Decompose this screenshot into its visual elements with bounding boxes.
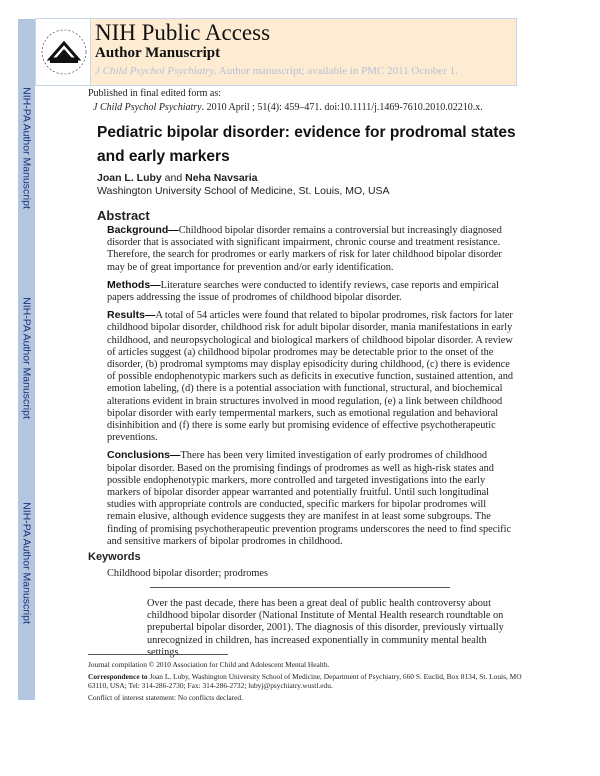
sidebar-label: NIH-PA Author Manuscript [20, 87, 33, 209]
affiliation: Washington University School of Medicine, St. Louis, MO, USA [97, 185, 390, 197]
abstract-body [107, 224, 515, 553]
section-label: Methods— [107, 278, 161, 291]
keywords-heading: Keywords [88, 551, 141, 563]
section-label: Conclusions— [107, 449, 181, 462]
sidebar-label: NIH-PA Author Manuscript [20, 502, 33, 624]
authors [97, 172, 390, 198]
section-label: Results— [107, 309, 156, 322]
sidebar-strip [18, 19, 35, 700]
author: Neha Navsaria [185, 172, 258, 184]
footnote-divider [88, 654, 228, 655]
correspondence-text: Joan L. Luby, Washington University School of Medicine, Department of Psychiatry, 660 S. Euclid, Box 8134, St. Louis, MO 63110, USA; Tel: 314-286-2730; Fax: 314-286-2732; lubyj@psychiatry.wustl.edu. [88, 671, 522, 690]
abstract-results [107, 309, 515, 444]
abstract-heading: Abstract [97, 208, 150, 223]
sidebar-label: NIH-PA Author Manuscript [20, 297, 33, 419]
section-text: Childhood bipolar disorder remains a controversial but increasingly diagnosed disorder that is associated with significant impairment, chronic course and treatment resistance. Therefore, the search for prodromes or early markers of risk for later childhood bipolar disorder may be of great importance for prevention and/or early identification. [107, 225, 502, 273]
author-separator: and [161, 172, 186, 184]
author: Joan L. Luby [97, 172, 162, 184]
footnote-correspondence [88, 672, 528, 691]
header-availability-text: Author manuscript; available in PMC 2011 October 1. [218, 65, 458, 77]
header-journal: J Child Psychol Psychiatry. [95, 65, 217, 77]
correspondence-label: Correspondence to [88, 671, 148, 681]
nih-header [35, 18, 517, 86]
section-label: Background— [107, 224, 179, 236]
citation-text: . 2010 April ; 51(4): 459–471. doi:10.1111/j.1469-7610.2010.02210.x. [201, 102, 483, 113]
citation-journal: J Child Psychol Psychiatry [93, 102, 202, 113]
footnotes [88, 660, 528, 704]
section-text: There has been very limited investigation of early prodromes of childhood bipolar disorder. Based on the promising findings of prodromes as well as high-risk states and possible endophenotypic markers, more controlled and targeted investigations into the early markers of bipolar disorder appear warranted and potentially fruitful. Until such longitudinal studies with appropriate controls are conducted, specific markers for bipolar prodromes will remain elusive, although evidence suggests they are manifest in at least some subgroups. The finding of promising psychotherapeutic prevention programs underscores the need to find specific and sensitive markers of bipolar prodromes in childhood. [107, 450, 512, 547]
published-info [88, 87, 483, 115]
abstract-methods [107, 279, 515, 304]
footnote-conflict: Conflict of interest statement: No conflicts declared. [88, 692, 243, 702]
published-label: Published in final edited form as: [88, 88, 222, 99]
nih-logo-icon [38, 21, 90, 83]
divider [150, 587, 450, 588]
abstract-conclusions [107, 449, 515, 548]
footnote-compilation: Journal compilation © 2010 Association for Child and Adolescent Mental Health. [88, 660, 330, 669]
section-text: Literature searches were conducted to identify reviews, case reports and empirical papers addressing the issue of prodromes of childhood bipolar disorder. [107, 279, 499, 304]
keywords-text: Childhood bipolar disorder; prodromes [107, 568, 269, 579]
header-subtitle: Author Manuscript [95, 45, 221, 61]
article-title: Pediatric bipolar disorder: evidence for prodromal states and early markers [97, 124, 516, 165]
header-title: NIH Public Access [95, 20, 271, 45]
header-availability [95, 65, 458, 77]
section-text: A total of 54 articles were found that related to bipolar prodromes, risk factors for later childhood bipolar disorder, childhood risk for adult bipolar disorder, mania manifestations in early childhood, and neuropsychological and biological markers of childhood bipolar disorder. A review of articles suggest (a) childhood bipolar prodromes may be detectable prior to the onset of the disorder, (b) prodromal symptoms may display episodicity during childhood, (c) there is evidence of possible endophenotypic markers such as deficits in executive function, sustained attention, and emotion labeling, (d) there is a potential association with functional, structural, and biochemical alterations evident in brain structures involved in mood regulation, (e) a link between childhood bipolar disorder with early tempermental markers, such as emotional regulation and behavioral disinhibition and (f) there is some early but promising evidence of effective psychotherapeutic preventions. [107, 310, 514, 444]
intro-paragraph: Over the past decade, there has been a great deal of public health controversy about childhood bipolar disorder (National Institute of Mental Health research roundtable on prepubertal bipolar disorder, 2001). The diagnosis of this disorder, previously virtually unrecognized in children, has increased exponentially in community mental health settings [147, 598, 504, 658]
citation [88, 101, 483, 115]
abstract-background [107, 224, 515, 274]
